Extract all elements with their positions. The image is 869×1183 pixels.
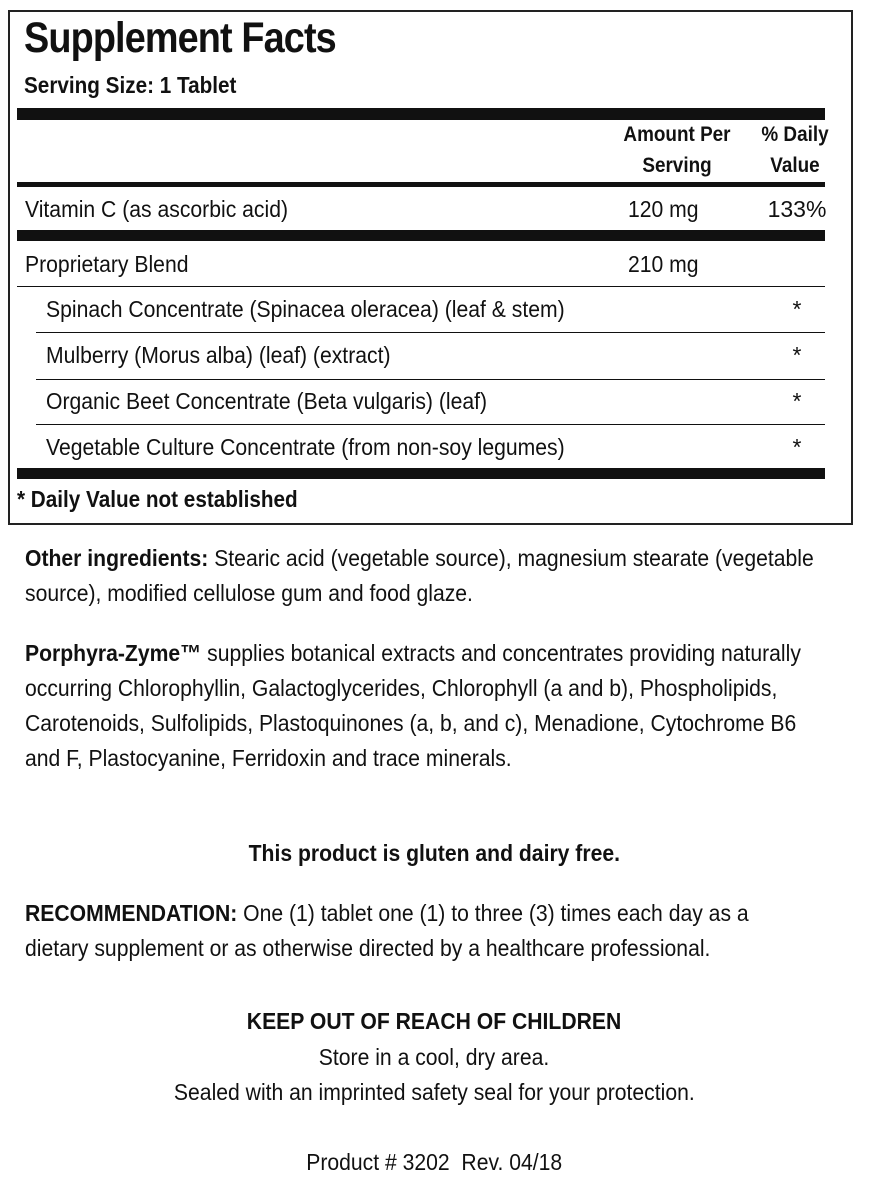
other-ingredients-text: Stearic acid (vegetable source), magnesium stearate (vegetable source), modified cellulose gum and food glaze. <box>25 545 814 606</box>
ingredient-name: Organic Beet Concentrate (Beta vulgaris) (leaf) <box>46 388 488 414</box>
nutrient-name: Vitamin C (as ascorbic acid) <box>25 196 289 222</box>
thick-divider-bottom <box>17 468 825 479</box>
storage-instructions: Store in a cool, dry area. <box>319 1044 550 1070</box>
nutrient-name: Proprietary Blend <box>25 251 189 277</box>
row-divider <box>36 332 825 333</box>
product-number: Product # 3202 Rev. 04/18 <box>306 1149 563 1175</box>
gluten-free-statement: This product is gluten and dairy free. <box>248 840 621 866</box>
ingredient-daily-value: * <box>792 388 802 414</box>
ingredient-daily-value: * <box>792 342 802 368</box>
panel-title: Supplement Facts <box>24 14 336 62</box>
recommendation-text: One (1) tablet one (1) to three (3) times each day as a dietary supplement or as otherwise directed by a healthcare professional. <box>25 900 749 961</box>
ingredient-name: Mulberry (Morus alba) (leaf) (extract) <box>46 342 391 368</box>
nutrient-daily-value: 133% <box>767 196 827 222</box>
safety-seal-note: Sealed with an imprinted safety seal for your protection. <box>174 1079 695 1105</box>
other-ingredients-label: Other ingredients: <box>25 545 209 571</box>
amount-per-serving-header: Amount Per Serving <box>623 123 731 177</box>
thick-divider-middle <box>17 230 825 241</box>
ingredient-name: Vegetable Culture Concentrate (from non-soy legumes) <box>46 434 565 460</box>
porphyra-zyme-description <box>25 636 817 776</box>
children-warning: KEEP OUT OF REACH OF CHILDREN <box>247 1008 622 1034</box>
header-divider <box>17 182 825 187</box>
daily-value-header: % Daily Value <box>761 123 829 177</box>
ingredient-daily-value: * <box>792 296 802 322</box>
nutrient-amount: 120 mg <box>628 196 699 222</box>
recommendation-label: RECOMMENDATION: <box>25 900 238 926</box>
row-divider <box>36 424 825 425</box>
ingredient-name: Spinach Concentrate (Spinacea oleracea) (leaf & stem) <box>46 296 565 322</box>
ingredient-daily-value: * <box>792 434 802 460</box>
row-divider <box>17 286 825 287</box>
serving-size: Serving Size: 1 Tablet <box>24 72 237 98</box>
other-ingredients <box>25 541 817 611</box>
recommendation <box>25 896 817 966</box>
porphyra-zyme-label: Porphyra-Zyme™ <box>25 640 202 666</box>
row-divider <box>36 379 825 380</box>
daily-value-footnote: * Daily Value not established <box>17 486 298 512</box>
nutrient-amount: 210 mg <box>628 251 699 277</box>
porphyra-zyme-text: supplies botanical extracts and concentrates providing naturally occurring Chlorophyllin, Galactoglycerides, Chlorophyll (a and b), Phospholipids, Carotenoids, Sulfolipids, Plastoquinones (a, b, and c), Menadione, Cytochrome B6 and F, Plastocyanine, Ferridoxin and trace minerals. <box>25 640 801 771</box>
